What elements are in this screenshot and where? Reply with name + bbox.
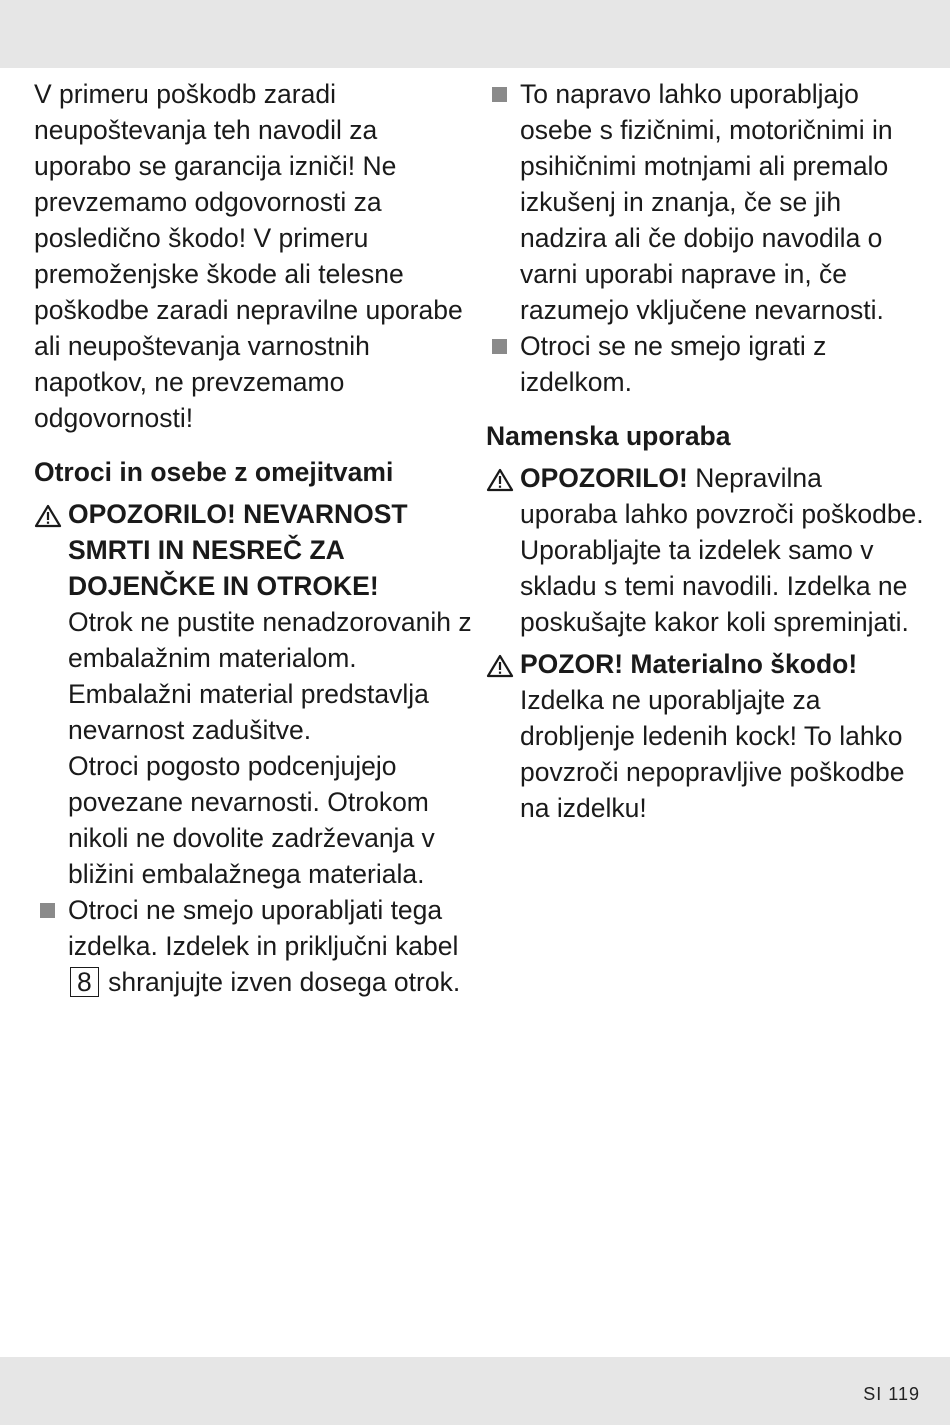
square-bullet-icon [492, 87, 507, 102]
left-column [34, 76, 472, 1000]
square-bullet-icon [40, 903, 55, 918]
list-item [34, 892, 472, 1000]
part-reference-number: 8 [70, 967, 99, 997]
list-item [486, 328, 926, 400]
right-column [486, 76, 926, 826]
warning-title: OPOZORILO! NEVARNOST SMRTI IN NESREČ ZA DOJENČKE IN OTROKE! [68, 499, 408, 601]
list-item-text: To napravo lahko uporabljajo osebe s fizičnimi, motoričnimi in psihičnimi motnjami ali premalo izkušenj in znanja, če se jih nadzira ali če dobijo navodila o varni uporabi naprave in, če razumejo vključene nevarnosti. [520, 79, 893, 325]
warning-text-2: Otroci pogosto podcenjujejo povezane nevarnosti. Otrokom nikoli ne dovolite zadrževanja v bližini embalažnega materiala. [68, 751, 435, 889]
warning-text: Nepravilna uporaba lahko povzroči poškodbe. Uporabljajte ta izdelek samo v skladu s temi navodili. Izdelka ne poskušajte kakor koli spreminjati. [520, 463, 924, 637]
section-heading-children: Otroci in osebe z omejitvami [34, 457, 394, 487]
list-item [486, 76, 926, 328]
footer-band [0, 1357, 950, 1425]
warning-triangle-icon [34, 504, 62, 528]
square-bullet-icon [492, 339, 507, 354]
section-heading-intended-use: Namenska uporaba [486, 421, 731, 451]
warning-text: Izdelka ne uporabljajte za drobljenje ledenih kock! To lahko povzroči nepopravljive poškodbe na izdelku! [520, 685, 905, 823]
warning-text-1: Otrok ne pustite nenadzorovanih z embalažnim materialom. Embalažni material predstavlja nevarnost zadušitve. [68, 607, 472, 745]
header-band [0, 0, 950, 68]
warning-block-misuse [486, 460, 926, 640]
warning-triangle-icon [486, 654, 514, 678]
warning-title: POZOR! Materialno škodo! [520, 649, 858, 679]
list-item-text: Otroci ne smejo uporabljati tega izdelka. Izdelek in priključni kabel 8 shranjujte izven dosega otrok. [68, 895, 461, 997]
page-number: SI 119 [863, 1384, 920, 1404]
intro-paragraph: V primeru poškodb zaradi neupoštevanja teh navodil za uporabo se garancija izniči! Ne prevzemamo odgovornosti za posledično škodo! V primeru premoženjske škode ali telesne poškodbe zaradi nepravilne uporabe ali neupoštevanja varnostnih napotkov, ne prevzemamo odgovornosti! [34, 79, 463, 433]
warning-paragraph [520, 460, 926, 640]
warning-triangle-icon [486, 468, 514, 492]
warning-title: OPOZORILO! [520, 463, 688, 493]
list-item-text: Otroci se ne smejo igrati z izdelkom. [520, 331, 827, 397]
warning-block-children [34, 496, 472, 892]
warning-block-material-damage [486, 646, 926, 826]
